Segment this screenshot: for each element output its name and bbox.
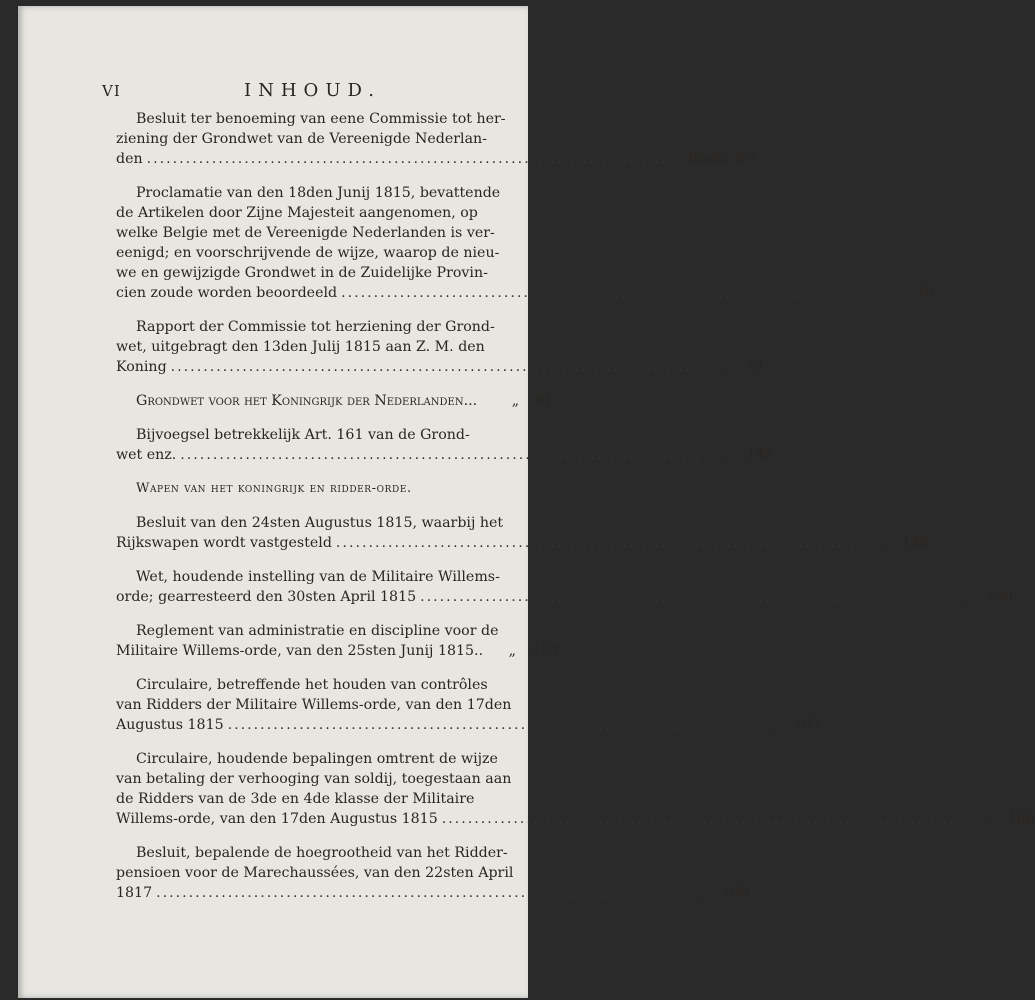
toc-entry-last-line: wet enz. ................................................................................ „ 145 <box>116 447 774 463</box>
toc-entry-last-line: Willems-orde, van den 17den Augustus 1815 ................................................................................ „ 166 <box>116 811 1035 827</box>
leader-dots: ................................................................................ <box>441 811 963 827</box>
leader-dots: ................................................................................ <box>180 447 702 463</box>
toc-entry <box>116 675 821 735</box>
ditto-mark: „ <box>984 811 992 827</box>
toc-entry-line: Wet, houdende instelling van de Militaire Willems- <box>136 569 500 585</box>
ditto-mark: „ <box>962 589 970 605</box>
toc-entry <box>116 513 929 553</box>
ditto-mark: „ <box>878 535 886 551</box>
leader-dots: ................................................................................ <box>170 359 692 375</box>
page-number: VI <box>102 82 121 100</box>
toc-entry <box>116 749 1035 829</box>
toc-entry-last-line: orde; gearresteerd den 30sten April 1815 ................................................................................ „ 150 <box>116 589 1013 605</box>
toc-page-number: „ 166 <box>984 811 1035 827</box>
ditto-mark: „ <box>892 285 900 301</box>
toc-entry-line: Proclamatie van den 18den Junij 1815, bevattende <box>136 185 501 201</box>
toc-entry <box>116 391 554 411</box>
toc-page-number: „ 150 <box>962 589 1013 605</box>
leader-dots: ................................................................................ <box>146 151 668 167</box>
toc-entry-line: welke Belgie met de Vereenigde Nederlanden is ver- <box>116 225 495 241</box>
toc-entry <box>116 109 755 169</box>
leader-dots: ................................................................................ <box>227 717 749 733</box>
page-header <box>102 82 522 104</box>
toc-entry-last-line: Militaire Willems-orde, van den 25sten Junij 1815.. „ 153 <box>116 643 560 659</box>
toc-entry-line: van betaling der verhooging van soldij, toegestaan aan <box>116 771 512 787</box>
toc-page-number: „ 163 <box>769 717 821 733</box>
ditto-mark: „ <box>722 359 730 375</box>
toc-page-number: „ 153 <box>508 643 560 659</box>
toc-entry-line: Circulaire, betreffende het houden van contrôles <box>136 677 488 693</box>
toc-entry-line: Circulaire, houdende bepalingen omtrent de wijze <box>136 751 498 767</box>
leader-dots: ................................................................................ <box>341 285 862 301</box>
table-of-contents <box>116 109 1035 917</box>
toc-page-number: „ 145 <box>722 447 774 463</box>
toc-entry-line: van Ridders der Militaire Willems-orde, van den 17den <box>116 697 512 713</box>
toc-entry-last-line: Grondwet voor het Koningrijk der Nederlanden... „ 91 <box>136 393 554 409</box>
ditto-mark: „ <box>508 643 516 659</box>
toc-entry-last-line: Rijkswapen wordt vastgesteld ................................................................................ „ 148 <box>116 535 929 551</box>
toc-entry-line: Bijvoegsel betrekkelijk Art. 161 van de Grond- <box>136 427 470 443</box>
toc-page-number: „ 169 <box>698 885 749 901</box>
toc-entry-line: de Ridders van de 3de en 4de klasse der Militaire <box>116 791 475 807</box>
toc-entry <box>116 843 749 903</box>
page-title: INHOUD. <box>244 80 381 101</box>
toc-entry <box>116 317 764 377</box>
toc-entry-line: wet, uitgebragt den 13den Julij 1815 aan Z. M. den <box>116 339 485 355</box>
toc-entry-last-line: cien zoude worden beoordeeld ................................................................................ „ 70 <box>116 285 934 301</box>
toc-entry-line: Besluit, bepalende de hoegrootheid van het Ridder- <box>136 845 508 861</box>
section-heading: Wapen van het koningrijk en ridder-orde. <box>136 481 412 496</box>
book-page <box>18 6 1035 998</box>
toc-entry-line: we en gewijzigde Grondwet in de Zuidelijke Provin- <box>116 265 488 281</box>
toc-entry-line: eenigd; en voorschrijvende de wijze, waarop de nieu- <box>116 245 500 261</box>
leader-dots: ................................................................................ <box>420 589 941 605</box>
ditto-mark: „ <box>722 447 730 463</box>
toc-entry <box>116 621 560 661</box>
toc-entry-last-line: Augustus 1815 ................................................................................ „ 163 <box>116 717 821 733</box>
ditto-mark: „ <box>698 885 706 901</box>
toc-group-main <box>116 109 934 465</box>
ditto-mark: „ <box>769 717 778 733</box>
toc-page-number: „ 148 <box>878 535 929 551</box>
toc-entry-line: de Artikelen door Zijne Majesteit aangenomen, op <box>116 205 478 221</box>
toc-page-number: „ 70 <box>892 285 934 301</box>
toc-entry-line: Besluit ter benoeming van eene Commissie tot her- <box>136 111 506 127</box>
toc-page-number: Bladz. 67 <box>687 151 755 167</box>
toc-entry-line: Reglement van administratie en discipline voor de <box>136 623 499 639</box>
toc-group-wapen <box>116 513 1035 903</box>
toc-page-number: „ 73 <box>722 359 764 375</box>
leader-dots: ................................................................................ <box>335 535 857 551</box>
toc-entry <box>116 567 1013 607</box>
toc-entry-line: Besluit van den 24sten Augustus 1815, waarbij het <box>136 515 504 531</box>
ditto-mark: „ <box>511 393 520 409</box>
toc-page-number: „ 91 <box>511 393 554 409</box>
toc-entry-last-line: Koning ................................................................................ „ 73 <box>116 359 764 375</box>
toc-entry-line: ziening der Grondwet van de Vereenigde Nederlan- <box>116 131 487 147</box>
toc-entry-last-line: den ................................................................................ Bladz. 67 <box>116 151 755 167</box>
toc-entry-last-line: 1817 ................................................................................ „ 169 <box>116 885 749 901</box>
toc-entry <box>116 425 774 465</box>
toc-entry-line: pensioen voor de Marechaussées, van den 22sten April <box>116 865 514 881</box>
leader-dots: ................................................................................ <box>156 885 677 901</box>
toc-entry <box>116 183 934 303</box>
toc-entry-line: Rapport der Commissie tot herziening der Grond- <box>136 319 495 335</box>
